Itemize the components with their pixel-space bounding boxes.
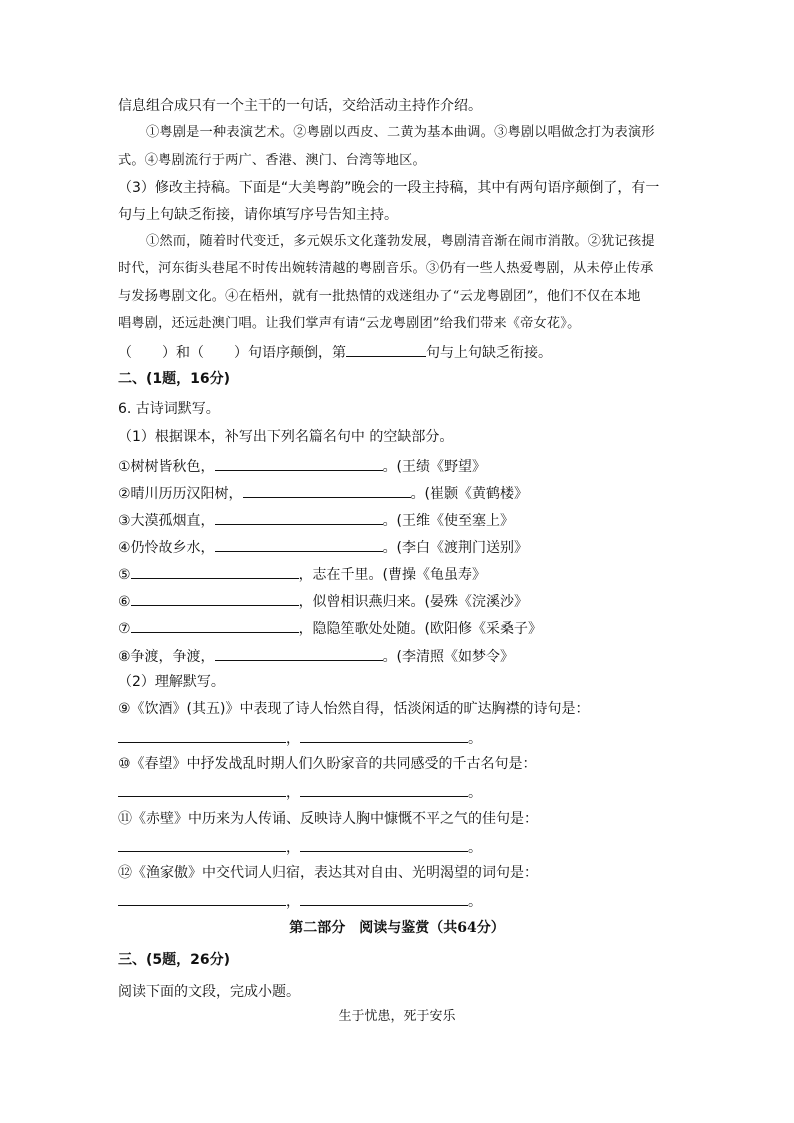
answer-blank[interactable] — [131, 564, 299, 579]
instruction-text: 阅读下面的文段，完成小题。 — [118, 984, 300, 1000]
section-heading: 二、(1题，16分) — [118, 371, 231, 387]
answer-blank[interactable] — [131, 618, 299, 633]
text-line: 句与上句缺乏衔接，请你填写序号告知主持。 — [118, 207, 398, 223]
answer-blank[interactable] — [215, 456, 383, 471]
poem-item: ⑧争渡，争渡， 。(李清照《如梦令》 — [118, 646, 514, 666]
poem-item: ④仍怜故乡水， 。(李白《渡荆门送别》 — [118, 537, 528, 557]
answer-blank[interactable] — [300, 891, 468, 906]
poem-item: ③大漠孤烟直， 。(王维《使至塞上》 — [118, 510, 514, 530]
text-line: 唱粤剧，还远赴澳门唱。让我们掌声有请“云龙粤剧团”给我们带来《帝女花》。 — [118, 316, 581, 331]
poem-item: ⑥ ，似曾相识燕归来。(晏殊《浣溪沙》 — [118, 591, 528, 611]
question-subtitle: （2）理解默写。 — [118, 674, 225, 690]
answer-line: ， 。 — [118, 891, 482, 911]
answer-blank[interactable] — [300, 782, 468, 797]
answer-blank[interactable] — [346, 342, 426, 357]
essay-title: 生于忧患，死于安乐 — [338, 1009, 456, 1024]
answer-blank[interactable] — [118, 837, 286, 852]
question-text: ⑨《饮酒》(其五)》中表现了诗人怡然自得，恬淡闲适的旷达胸襟的诗句是： — [118, 701, 590, 717]
answer-blank[interactable] — [215, 510, 383, 525]
text-line: （3）修改主持稿。下面是“大美粤韵”晚会的一段主持稿，其中有两句语序颠倒了，有一 — [118, 180, 660, 196]
answer-blank[interactable] — [243, 483, 411, 498]
section-heading: 三、(5题，26分) — [118, 952, 231, 968]
answer-blank[interactable] — [118, 728, 286, 743]
question-subtitle: （1）根据课本，补写出下列名篇名句中 的空缺部分。 — [118, 429, 454, 445]
text-line: 时代，河东街头巷尾不时传出婉转清越的粤剧音乐。③仍有一些人热爱粤剧，从未停止传承 — [118, 261, 654, 276]
text-line: ①然而，随着时代变迁，多元娱乐文化蓬勃发展，粤剧清音渐在闹市消散。②犹记孩提 — [146, 234, 655, 249]
answer-line: ， 。 — [118, 728, 482, 748]
answer-line: （ ）和（ ）句语序颠倒，第 句与上句缺乏衔接。 — [118, 342, 552, 362]
question-text: ⑪《赤壁》中历来为人传诵、反映诗人胸中慷慨不平之气的佳句是： — [118, 811, 538, 827]
text-line: 式。④粤剧流行于两广、香港、澳门、台湾等地区。 — [118, 153, 426, 168]
answer-line: ， 。 — [118, 782, 482, 802]
question-text: ⑫《渔家傲》中交代词人归宿，表达其对自由、光明渴望的词句是： — [118, 865, 538, 881]
poem-item: ⑤ ，志在千里。(曹操《龟虽寿》 — [118, 564, 486, 584]
text-line: ①粤剧是一种表演艺术。②粤剧以西皮、二黄为基本曲调。③粤剧以唱做念打为表演形 — [146, 125, 655, 140]
answer-blank[interactable] — [215, 646, 383, 661]
question-title: 6. 古诗词默写。 — [118, 401, 220, 417]
part-heading: 第二部分 阅读与鉴赏（共64分） — [289, 920, 505, 936]
poem-item: ②晴川历历汉阳树， 。(崔颢《黄鹤楼》 — [118, 483, 528, 503]
answer-blank[interactable] — [131, 591, 299, 606]
poem-item: ①树树皆秋色， 。(王绩《野望》 — [118, 456, 486, 476]
answer-blank[interactable] — [118, 782, 286, 797]
answer-blank[interactable] — [300, 728, 468, 743]
question-text: ⑩《春望》中抒发战乱时期人们久盼家音的共同感受的千古名句是： — [118, 756, 537, 772]
answer-blank[interactable] — [300, 837, 468, 852]
poem-item: ⑦ ，隐隐笙歌处处随。(欧阳修《采桑子》 — [118, 618, 542, 638]
answer-blank[interactable] — [118, 891, 286, 906]
text-line: 与发扬粤剧文化。④在梧州，就有一批热情的戏迷组办了“云龙粤剧团”，他们不仅在本地 — [118, 289, 641, 304]
text-line: 信息组合成只有一个主干的一句话，交给活动主持作介绍。 — [118, 98, 482, 114]
answer-line: ， 。 — [118, 837, 482, 857]
answer-blank[interactable] — [215, 537, 383, 552]
